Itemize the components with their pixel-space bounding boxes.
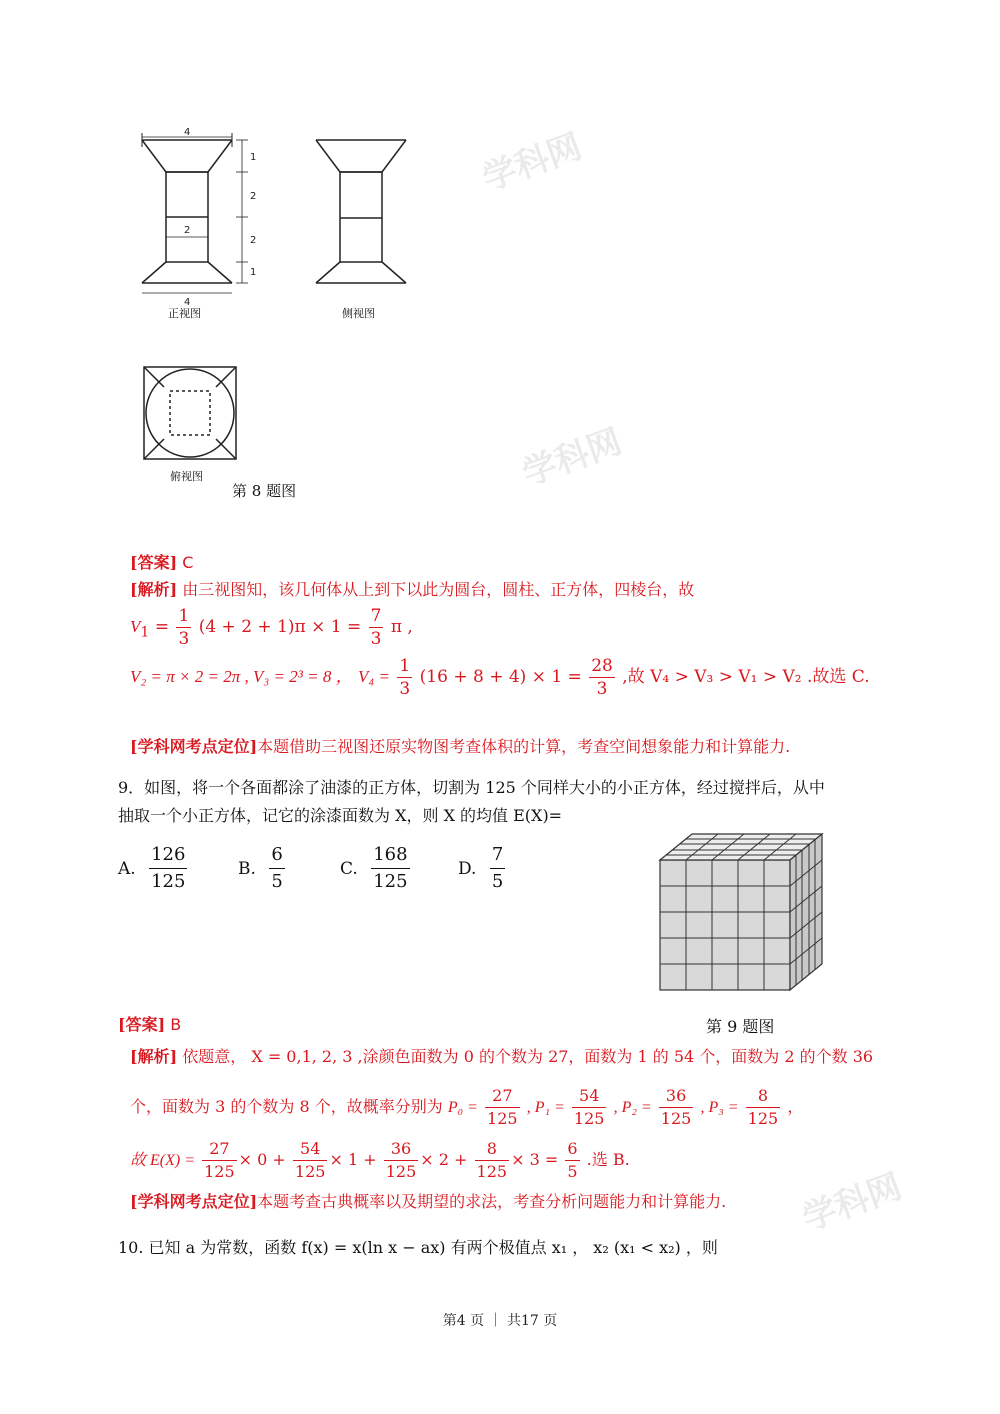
ex-term: $\frac{36}{125}$ bbox=[385, 1139, 417, 1181]
q9-analysis-line2: 个，面数为 3 的个数为 8 个，故概率分别为 P₀ = $\frac{27}{125}$ , P₁ = $\frac{54}{125}$ , P₂ = $\frac{36}{125}$ , P₃ = $\frac{8}{125}$ ， bbox=[130, 1086, 804, 1128]
ex-term: $\frac{27}{125}$ bbox=[204, 1139, 235, 1181]
q9-stem-line1: 9．如图，将一个各面都涂了油漆的正方体，切割为 125 个同样大小的小正方体，经过搅拌后，从中 bbox=[118, 778, 825, 797]
answer-tag: [答案] bbox=[118, 1015, 166, 1034]
eq1-result: $\frac{7}{3}$ bbox=[370, 606, 382, 649]
figure8-title: 第 8 题图 bbox=[232, 482, 297, 500]
watermark: 学科网 bbox=[517, 421, 627, 495]
eq1-frac: $\frac{1}{3}$ bbox=[178, 606, 190, 649]
point-tag: [学科网考点定位] bbox=[130, 1192, 258, 1211]
q8-eq2 bbox=[130, 655, 870, 700]
eq1-sub: 1 bbox=[140, 624, 150, 641]
q8-eq1: $V_1$ = $\frac{1}{3}$ (4 + 2 + 1)π × 1 = $\frac{7}{3}$ π , bbox=[130, 606, 413, 649]
q9-option-a[interactable]: A. $\frac{126}{125}$ bbox=[118, 844, 186, 892]
prob-p1: $\frac{54}{125}$ bbox=[573, 1086, 605, 1128]
q9-option-d[interactable]: D. $\frac{7}{5}$ bbox=[458, 844, 504, 892]
dim-bottom-width: 4 bbox=[184, 297, 191, 308]
figure9-cube bbox=[652, 830, 832, 1000]
point-text: 本题借助三视图还原实物图考查体积的计算，考查空间想象能力和计算能力. bbox=[257, 737, 791, 756]
q8-answer bbox=[130, 551, 193, 575]
q8-analysis bbox=[130, 578, 694, 602]
dim-h3: 2 bbox=[250, 235, 257, 246]
dim-mid-width: 2 bbox=[184, 225, 191, 236]
eq1-expr: (4 + 2 + 1)π × 1 = bbox=[198, 617, 362, 637]
answer-value: B bbox=[170, 1015, 182, 1034]
q9-expectation: 故 E(X) = $\frac{27}{125}$ × 0 + $\frac{54}{125}$ × 1 + $\frac{36}{125}$ × 2 + $\frac{8}{125}$ × 3 = $\frac{6}{5}$ .选 B. bbox=[130, 1139, 630, 1181]
ex-result: $\frac{6}{5}$ bbox=[567, 1139, 578, 1181]
top-view-caption: 俯视图 bbox=[170, 470, 203, 483]
q9-analysis-line1 bbox=[130, 1045, 873, 1069]
point-text: 本题考查古典概率以及期望的求法，考查分析问题能力和计算能力. bbox=[257, 1192, 727, 1211]
eq2-frac: $\frac{1}{3}$ bbox=[399, 656, 411, 699]
side-view-figure bbox=[312, 138, 412, 298]
side-view-caption: 侧视图 bbox=[342, 307, 375, 320]
front-view-caption: 正视图 bbox=[168, 307, 201, 320]
answer-value: C bbox=[182, 553, 194, 572]
front-view bbox=[142, 133, 248, 293]
eq1-tail: π , bbox=[390, 617, 413, 637]
dim-top-width: 4 bbox=[184, 127, 191, 138]
eq2-tail: ,故 V₄ > V₃ > V₁ > V₂ .故选 C. bbox=[622, 667, 870, 687]
eq2-text: V₂ = π × 2 = 2π , V₃ = 2³ = 8 ， bbox=[130, 667, 353, 686]
analysis-line1: 依题意， X = 0,1, 2, 3 ,涂颜色面数为 0 的个数为 27，面数为 1 的 54 个，面数为 2 的个数 36 bbox=[182, 1047, 874, 1066]
answer-tag: [答案] bbox=[130, 553, 178, 572]
prob-p2: $\frac{36}{125}$ bbox=[660, 1086, 692, 1128]
q9-point bbox=[130, 1190, 726, 1214]
top-view bbox=[144, 367, 236, 459]
q9-option-b[interactable]: B. $\frac{6}{5}$ bbox=[238, 844, 283, 892]
q10-stem: 10. 已知 a 为常数，函数 f(x) = x(ln x − ax) 有两个极值点 x₁ ， x₂ (x₁ < x₂) ，则 bbox=[118, 1238, 718, 1257]
eq2-v4: V₄ = bbox=[357, 667, 391, 686]
page-footer: 第4 页 ｜ 共17 页 bbox=[442, 1313, 558, 1329]
dim-h2: 2 bbox=[250, 191, 257, 202]
ex-term: $\frac{8}{125}$ bbox=[476, 1139, 508, 1181]
dim-h1: 1 bbox=[250, 152, 257, 163]
q9-stem-line2: 抽取一个小正方体，记它的涂漆面数为 X，则 X 的均值 E(X)= bbox=[118, 806, 563, 825]
dim-h4: 1 bbox=[250, 267, 257, 278]
eq2-result: $\frac{28}{3}$ bbox=[591, 656, 613, 699]
watermark: 学科网 bbox=[797, 1166, 907, 1240]
prob-p0: $\frac{27}{125}$ bbox=[487, 1086, 518, 1128]
q9-option-c[interactable]: C. $\frac{168}{125}$ bbox=[340, 844, 408, 892]
point-tag: [学科网考点定位] bbox=[130, 737, 258, 756]
analysis-tag: [解析] bbox=[130, 1047, 178, 1066]
figure8-three-views bbox=[120, 125, 340, 525]
analysis-text: 由三视图知，该几何体从上到下以此为圆台，圆柱、正方体，四棱台，故 bbox=[182, 580, 695, 599]
ex-pre: 故 E(X) = bbox=[130, 1152, 196, 1169]
watermark: 学科网 bbox=[477, 126, 587, 200]
q9-answer bbox=[118, 1013, 181, 1037]
eq2-expr: (16 + 8 + 4) × 1 = bbox=[419, 667, 582, 687]
analysis-tag: [解析] bbox=[130, 580, 178, 599]
prob-p3: $\frac{8}{125}$ bbox=[747, 1086, 779, 1128]
analysis-line2-pre: 个，面数为 3 的个数为 8 个，故概率分别为 bbox=[130, 1097, 443, 1116]
q8-point bbox=[130, 735, 790, 759]
ex-term: $\frac{54}{125}$ bbox=[294, 1139, 326, 1181]
eq1-lhs: V bbox=[130, 617, 141, 636]
figure9-title: 第 9 题图 bbox=[706, 1017, 775, 1036]
